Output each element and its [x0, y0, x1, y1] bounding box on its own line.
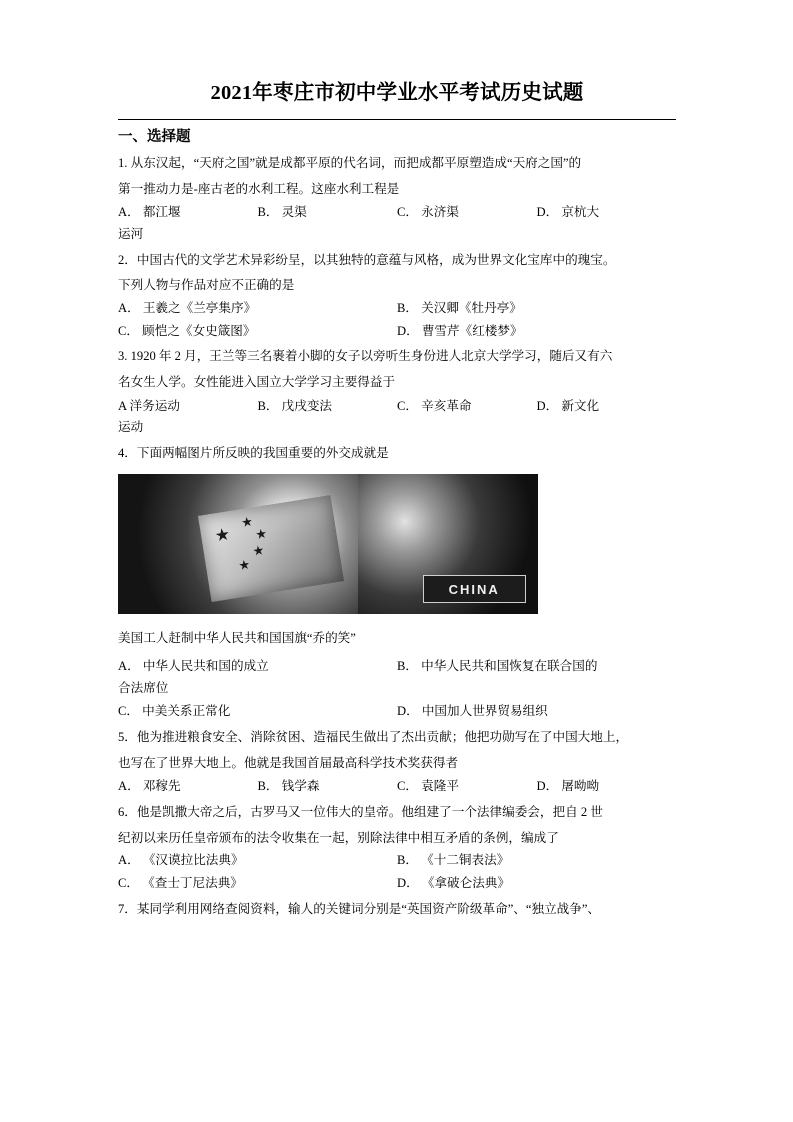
question-2-options-row1	[118, 298, 676, 320]
question-7-stem-line1: 7．某同学利用网络查阅资料，输人的关键词分别是“英国资产阶级革命”、“独立战争”、	[118, 901, 601, 916]
question-1-option-d[interactable]: D． 京杭大	[536, 205, 600, 220]
question-4-options-row2	[118, 701, 676, 723]
question-2-stem-line1: 2．中国古代的文学艺术异彩纷呈，以其独特的意蕴与风格，成为世界文化宝库中的瑰宝。	[118, 252, 616, 267]
question-2-options-row2	[118, 321, 676, 343]
question-4-options-row1	[118, 656, 676, 678]
question-1-option-c[interactable]: C． 永济渠	[397, 205, 459, 220]
china-placard-label: CHINA	[448, 581, 500, 597]
question-4-figure	[118, 474, 676, 650]
question-2-stem-line2: 下列人物与作品对应不正确的是	[118, 278, 295, 293]
question-6-option-c[interactable]: C． 《查士丁尼法典》	[118, 876, 243, 891]
question-4-option-b-continuation: 合法席位	[118, 680, 169, 695]
question-6-options-row2	[118, 873, 676, 895]
photo-us-workers-flag: ★ ★ ★ ★ ★	[118, 474, 358, 614]
question-5-option-b[interactable]: B． 钱学森	[257, 779, 320, 794]
page-title: 2021年枣庄市初中学业水平考试历史试题	[210, 82, 584, 104]
question-6-stem-line2: 纪初以来历任皇帝颁布的法令收集在一起，别除法律中相互矛盾的条例，编成了	[118, 830, 559, 845]
question-1-stem-line1: 1. 从东汉起，“天府之国”就是成都平原的代名词，而把成都平原塑造成“天府之国”的	[118, 155, 582, 170]
china-placard	[423, 575, 526, 603]
title-divider	[118, 119, 676, 120]
question-3-options	[118, 396, 676, 418]
question-4-stem-line1: 4．下面两幅图片所反映的我国重要的外交成就是	[118, 445, 389, 460]
question-5-option-c[interactable]: C． 袁隆平	[397, 779, 459, 794]
question-3-option-a[interactable]: A 洋务运动	[118, 398, 180, 413]
question-1-options	[118, 202, 676, 224]
question-3-option-d-continuation: 运动	[118, 420, 144, 435]
figure-caption: 美国工人赶制中华人民共和国国旗“乔的笑”	[118, 631, 356, 646]
question-3-option-d[interactable]: D． 新文化	[536, 398, 600, 413]
question-3-option-c[interactable]: C． 辛亥革命	[397, 398, 472, 413]
question-2-option-c[interactable]: C． 顾恺之《女史箴图》	[118, 323, 256, 338]
question-4-option-a[interactable]: A． 中华人民共和国的成立	[118, 659, 269, 674]
question-1-option-a[interactable]: A． 都江堰	[118, 205, 181, 220]
question-6-option-a[interactable]: A． 《汉谟拉比法典》	[118, 853, 244, 868]
question-2-option-b[interactable]: B． 关汉卿《牡丹亭》	[397, 300, 522, 315]
question-4-option-d[interactable]: D． 中国加人世界贸易组织	[397, 704, 548, 719]
question-2-option-a[interactable]: A． 王羲之《兰亭集序》	[118, 300, 257, 315]
question-6-option-b[interactable]: B． 《十二铜表法》	[397, 853, 510, 868]
question-3-stem-line1: 3. 1920 年 2 月，王兰等三名裹着小脚的女子以旁听生身份进人北京大学学习，随后又有六	[118, 349, 613, 364]
question-1-option-b[interactable]: B． 灵渠	[257, 205, 307, 220]
question-6-stem-line1: 6．他是凯撒大帝之后，古罗马又一位伟大的皇帝。他组建了一个法律编委会，把自 2 世	[118, 805, 603, 820]
question-2-option-d[interactable]: D． 曹雪芹《红楼梦》	[397, 323, 523, 338]
question-4-option-c[interactable]: C． 中美关系正常化	[118, 704, 231, 719]
document-content	[118, 78, 676, 920]
question-1-option-d-continuation: 运河	[118, 226, 144, 241]
question-4-option-b[interactable]: B． 中华人民共和国恢复在联合国的	[397, 659, 598, 674]
question-3-stem-line2: 名女生人学。女性能进入国立大学学习主要得益于	[118, 374, 396, 389]
photo-joe-smile-china	[358, 474, 538, 614]
question-5-option-a[interactable]: A． 邓稼先	[118, 779, 181, 794]
question-5-stem-line1: 5．他为推进粮食安全、消除贫困、造福民生做出了杰出贡献；他把功勋写在了中国大地上，	[118, 730, 629, 745]
question-5-stem-line2: 也写在了世界大地上。他就是我国首届最高科学技术奖获得者	[118, 755, 459, 770]
question-3-option-b[interactable]: B． 戊戌变法	[257, 398, 333, 413]
question-6-option-d[interactable]: D． 《拿破仑法典》	[397, 876, 510, 891]
section-heading: 一、选择题	[118, 128, 191, 145]
question-6-options-row1	[118, 850, 676, 872]
question-1-stem-line2: 第一推动力是-座古老的水利工程。这座水利工程是	[118, 181, 400, 196]
question-5-options	[118, 776, 676, 798]
question-5-option-d[interactable]: D． 屠呦呦	[536, 779, 600, 794]
figure-image-group	[118, 474, 538, 614]
